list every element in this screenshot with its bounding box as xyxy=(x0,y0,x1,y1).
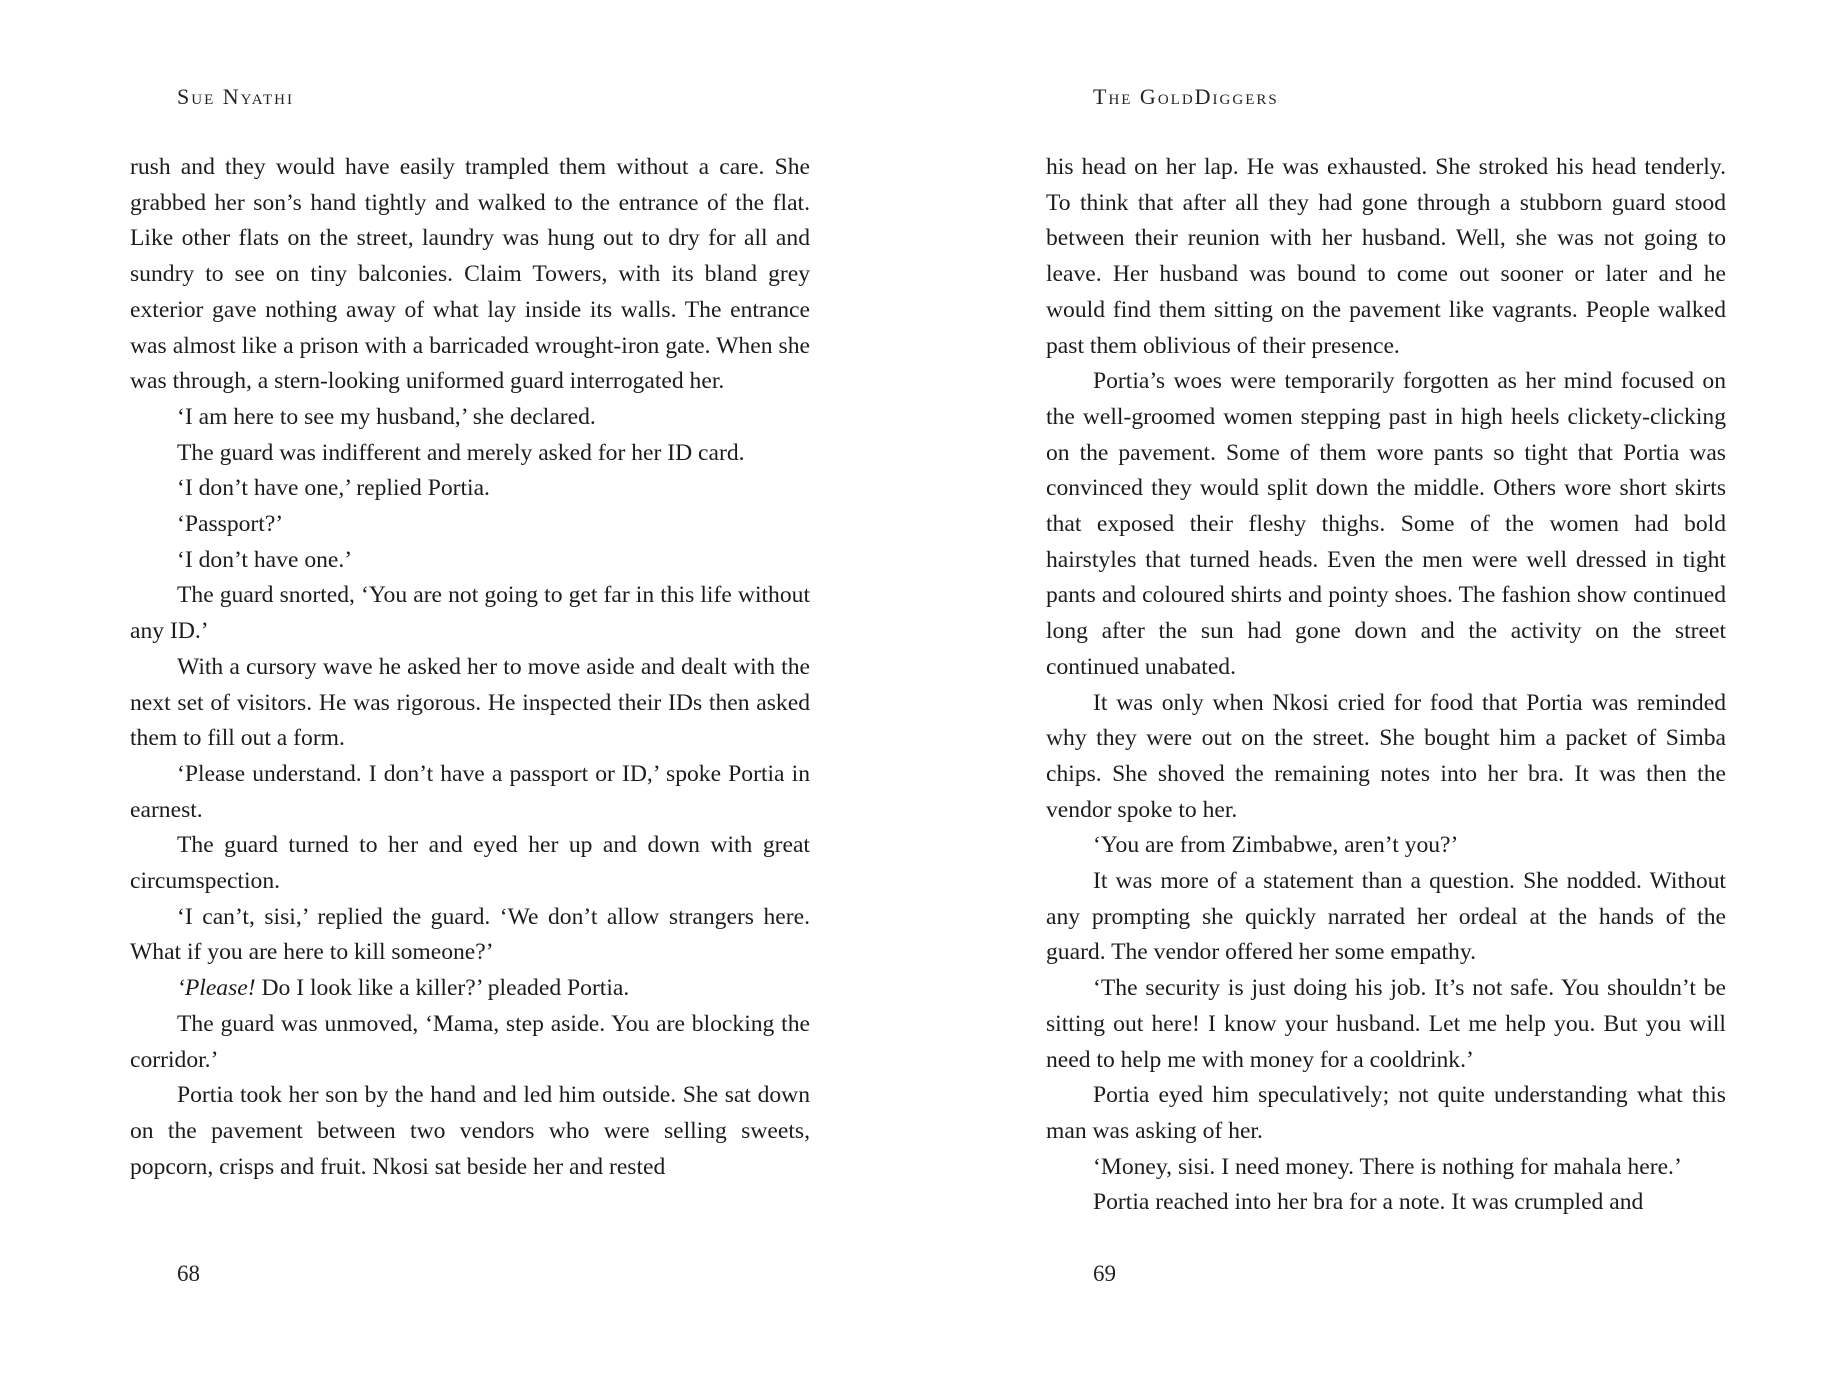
paragraph-rest: Do I look like a killer?’ pleaded Portia. xyxy=(261,975,630,1002)
paragraph: Portia’s woes were temporarily forgotten as her mind focused on the well-groomed women stepping past in high heels clickety-clicking on the pavement. Some of them wore pants so tight that Portia was convinced they would split down the middle. Others wore short skirts that exposed their fleshy thighs. Some of the women had bold hairstyles that turned heads. Even the men were well dressed in tight pants and coloured shirts and pointy shoes. The fashion show continued long after the sun had gone down and the activity on the street continued unabated. xyxy=(1046,368,1726,680)
paragraph: ‘I can’t, sisi,’ replied the guard. ‘We don’t allow strangers here. What if you are here to kill someone?’ xyxy=(130,903,810,966)
paragraph: ‘Passport?’ xyxy=(177,511,284,538)
paragraph-with-italic xyxy=(130,971,810,1007)
right-page xyxy=(1046,0,1726,1382)
paragraph: Portia reached into her bra for a note. It was crumpled and xyxy=(1093,1189,1644,1216)
paragraph: his head on her lap. He was exhausted. She stroked his head tenderly. To think that after all they had gone through a stubborn guard stood between their reunion with her husband. Well, she was not going to leave. Her husband was bound to come out sooner or later and he would find them sitting on the pavement like vagrants. People walked past them oblivious of their presence. xyxy=(1046,154,1726,359)
paragraph: The guard snorted, ‘You are not going to get far in this life without any ID.’ xyxy=(130,582,810,645)
left-page xyxy=(130,0,810,1382)
paragraph: Portia took her son by the hand and led him outside. She sat down on the pavement between two vendors who were selling sweets, popcorn, crisps and fruit. Nkosi sat beside her and rested xyxy=(130,1082,810,1180)
paragraph: The guard turned to her and eyed her up and down with great circumspection. xyxy=(130,832,810,895)
paragraph: Portia eyed him speculatively; not quite understanding what this man was asking of her. xyxy=(1046,1082,1726,1144)
paragraph: ‘Please understand. I don’t have a passport or ID,’ spoke Portia in earnest. xyxy=(130,760,810,823)
running-head-author: Sue Nyathi xyxy=(177,84,294,109)
left-page-body xyxy=(130,150,810,1185)
right-page-body xyxy=(1046,150,1726,1221)
italic-emphasis: ‘Please! xyxy=(177,975,256,1002)
paragraph: The guard was indifferent and merely asked for her ID card. xyxy=(177,439,745,466)
paragraph: ‘Money, sisi. I need money. There is nothing for mahala here.’ xyxy=(1093,1153,1682,1180)
running-head-title: The GoldDiggers xyxy=(1093,84,1279,109)
page-number: 68 xyxy=(177,1261,200,1286)
paragraph: ‘I am here to see my husband,’ she declared. xyxy=(177,403,596,430)
paragraph: It was more of a statement than a question. She nodded. Without any prompting she quickly narrated her ordeal at the hands of the guard. The vendor offered her some empathy. xyxy=(1046,868,1726,966)
paragraph: rush and they would have easily trampled them without a care. She grabbed her son’s hand tightly and walked to the entrance of the flat. Like other flats on the street, laundry was hung out to dry for all and sundry to see on tiny balconies. Claim Towers, with its bland grey exterior gave nothing away of what lay inside its walls. The entrance was almost like a prison with a barricaded wrought-iron gate. When she was through, a stern-looking uniformed guard interrogated her. xyxy=(130,154,810,395)
paragraph: ‘I don’t have one,’ replied Portia. xyxy=(177,475,490,502)
paragraph: ‘The security is just doing his job. It’s not safe. You shouldn’t be sitting out here! I know your husband. Let me help you. But you will need to help me with money for a cooldrink.’ xyxy=(1046,975,1726,1073)
paragraph: It was only when Nkosi cried for food that Portia was reminded why they were out on the street. She bought him a packet of Simba chips. She shoved the remaining notes into her bra. It was then the vendor spoke to her. xyxy=(1046,689,1726,823)
paragraph: The guard was unmoved, ‘Mama, step aside. You are blocking the corridor.’ xyxy=(130,1010,810,1073)
paragraph: ‘I don’t have one.’ xyxy=(177,546,353,573)
paragraph: With a cursory wave he asked her to move aside and dealt with the next set of visitors. He was rigorous. He inspected their IDs then asked them to fill out a form. xyxy=(130,653,810,752)
paragraph: ‘You are from Zimbabwe, aren’t you?’ xyxy=(1093,832,1459,859)
page-number: 69 xyxy=(1093,1261,1116,1286)
